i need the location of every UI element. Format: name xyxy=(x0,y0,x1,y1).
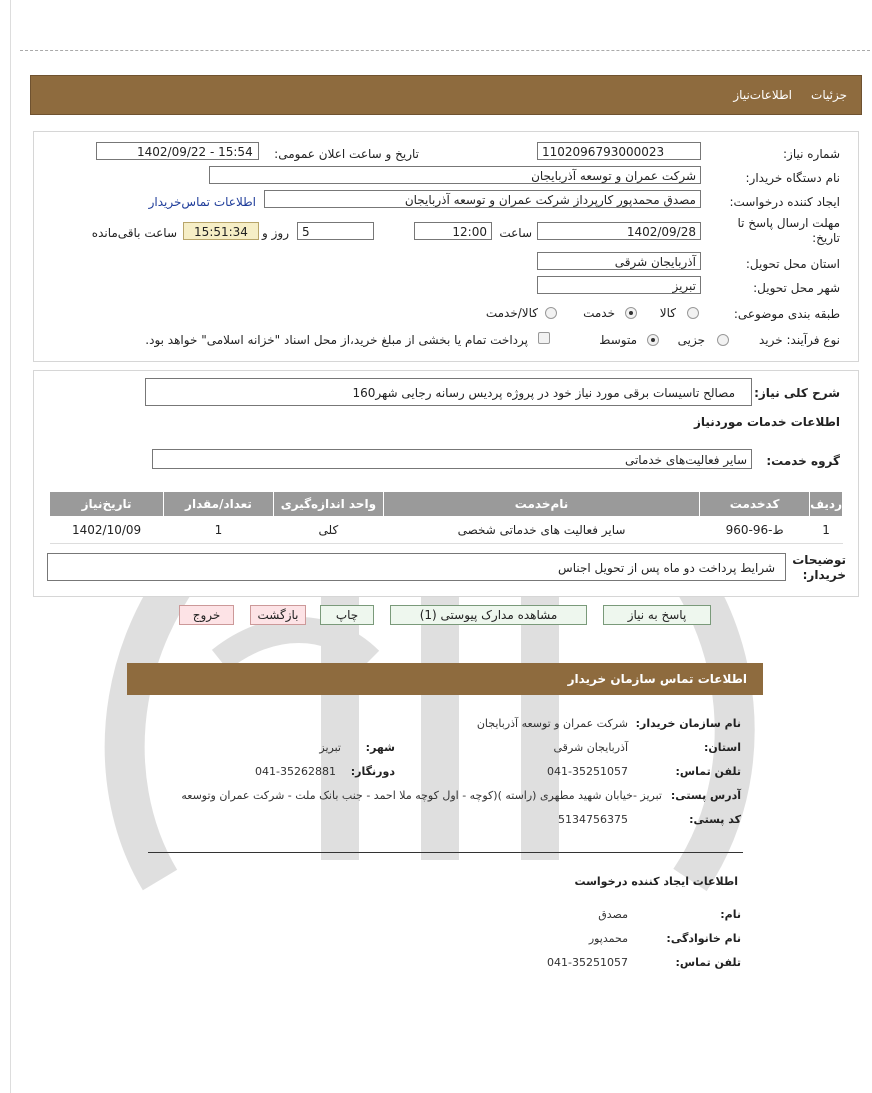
province-label: استان محل تحویل: xyxy=(745,257,840,271)
buyer-org-field: شرکت عمران و توسعه آذربایجان xyxy=(209,166,701,184)
col-row-number: ردیف xyxy=(810,492,843,517)
breadcrumb xyxy=(733,88,847,102)
contact-phone-value: 041-35251057 xyxy=(547,765,628,778)
deadline-time-label: ساعت xyxy=(499,226,532,240)
top-divider xyxy=(20,50,870,51)
category-goods-service-radio[interactable] xyxy=(545,307,557,319)
cell-need-date: 1402/10/09 xyxy=(50,517,164,544)
service-group-label: گروه خدمت: xyxy=(766,454,840,468)
buyer-org-label: نام دستگاه خریدار: xyxy=(745,171,840,185)
contact-city-value: تبریز xyxy=(319,741,341,754)
buyer-contact-link[interactable]: اطلاعات تماس‌خریدار xyxy=(148,195,256,209)
summary-field: مصالح تاسیسات برقی مورد نیاز خود در پروژه پردیس رسانه رجایی شهر160 xyxy=(145,378,752,406)
category-label: طبقه بندی موضوعی: xyxy=(733,307,840,321)
print-button[interactable]: چاپ xyxy=(320,605,374,625)
contact-title: اطلاعات تماس سازمان خریدار xyxy=(567,672,747,686)
contact-province-value: آذربایجان شرقی xyxy=(553,741,628,754)
creator-family-value: محمدپور xyxy=(588,932,628,945)
category-service-label: خدمت xyxy=(583,306,615,320)
view-documents-button[interactable]: مشاهده مدارک پیوستی (1) xyxy=(390,605,587,625)
service-group-field: سایر فعالیت‌های خدماتی xyxy=(152,449,752,469)
buyer-notes-label: توضیحات خریدار: xyxy=(792,553,846,582)
col-quantity: تعداد/مقدار xyxy=(164,492,274,517)
category-goods-radio[interactable] xyxy=(687,307,699,319)
process-label: نوع فرآیند: خرید xyxy=(759,333,840,347)
exit-button[interactable]: خروج xyxy=(179,605,234,625)
table-row xyxy=(50,517,843,544)
city-field: تبریز xyxy=(537,276,701,294)
contact-fax-value: 041-35262881 xyxy=(255,765,336,778)
announce-label: تاریخ و ساعت اعلان عمومی: xyxy=(274,147,419,161)
col-service-code: کدخدمت xyxy=(700,492,810,517)
category-service-radio[interactable] xyxy=(625,307,637,319)
cell-quantity: 1 xyxy=(164,517,274,544)
contact-divider xyxy=(148,852,743,853)
creator-name-value: مصدق xyxy=(598,908,628,921)
col-unit: واحد اندازه‌گیری xyxy=(273,492,383,517)
contact-org-label: نام سازمان خریدار: xyxy=(635,717,741,730)
back-button[interactable]: بازگشت xyxy=(250,605,306,625)
creator-title: اطلاعات ایجاد کننده درخواست xyxy=(574,875,738,888)
days-field: 5 xyxy=(297,222,374,240)
contact-postal-label: کد پستی: xyxy=(689,813,741,826)
creator-phone-label: تلفن تماس: xyxy=(675,956,741,969)
contact-postal-value: 5134756375 xyxy=(558,813,628,826)
process-medium-label: متوسط xyxy=(599,333,637,347)
breadcrumb-info[interactable]: اطلاعات‌نیاز xyxy=(733,88,792,102)
cell-service-name: سایر فعالیت های خدماتی شخصی xyxy=(383,517,699,544)
cell-row-number: 1 xyxy=(810,517,843,544)
category-goods-label: کالا xyxy=(659,306,676,320)
announce-field: 1402/09/22 - 15:54 xyxy=(96,142,259,160)
city-label: شهر محل تحویل: xyxy=(753,281,840,295)
col-service-name: نام‌خدمت xyxy=(383,492,699,517)
deadline-date-field: 1402/09/28 xyxy=(537,222,701,240)
process-partial-label: جزیی xyxy=(677,333,705,347)
contact-city-label: شهر: xyxy=(365,741,395,754)
requester-field: مصدق محمدپور کارپرداز شرکت عمران و توسعه آذربایجان xyxy=(264,190,701,208)
treasury-payment-checkbox[interactable] xyxy=(538,332,550,344)
creator-phone-value: 041-35251057 xyxy=(547,956,628,969)
contact-fax-label: دورنگار: xyxy=(350,765,395,778)
deadline-label: مهلت ارسال پاسخ تا تاریخ: xyxy=(737,216,840,245)
breadcrumb-details[interactable]: جزئیات xyxy=(811,88,847,102)
page-header xyxy=(30,75,862,115)
cell-service-code: ط-96-960 xyxy=(700,517,810,544)
cell-unit: کلی xyxy=(273,517,383,544)
days-label: روز و xyxy=(262,226,289,240)
reply-button[interactable]: پاسخ به نیاز xyxy=(603,605,711,625)
category-goods-service-label: کالا/خدمت xyxy=(485,306,538,320)
requester-label: ایجاد کننده درخواست: xyxy=(729,195,840,209)
treasury-payment-note: پرداخت تمام یا بخشی از مبلغ خرید،از محل اسناد "خزانه اسلامی" خواهد بود. xyxy=(145,333,528,347)
contact-org-value: شرکت عمران و توسعه آذربایجان xyxy=(476,717,628,730)
contact-phone-label: تلفن تماس: xyxy=(675,765,741,778)
contact-province-label: استان: xyxy=(704,741,741,754)
services-title: اطلاعات خدمات موردنیاز xyxy=(693,415,840,429)
left-border xyxy=(10,0,11,1093)
buyer-notes-field: شرایط پرداخت دو ماه پس از تحویل اجناس xyxy=(47,553,786,581)
remaining-timer: 15:51:34 xyxy=(183,222,259,240)
creator-family-label: نام خانوادگی: xyxy=(666,932,741,945)
remaining-label: ساعت باقی‌مانده xyxy=(91,226,177,240)
province-field: آذربایجان شرقی xyxy=(537,252,701,270)
summary-label: شرح کلی نیاز: xyxy=(754,386,840,400)
services-table xyxy=(49,491,843,544)
table-header-row xyxy=(50,492,843,517)
deadline-time-field: 12:00 xyxy=(414,222,492,240)
contact-address-label: آدرس پستی: xyxy=(670,789,741,802)
creator-name-label: نام: xyxy=(720,908,741,921)
need-number-field: 1102096793000023 xyxy=(537,142,701,160)
col-need-date: تاریخ‌نیاز xyxy=(50,492,164,517)
contact-header xyxy=(127,663,763,695)
need-number-label: شماره نیاز: xyxy=(783,147,840,161)
process-partial-radio[interactable] xyxy=(717,334,729,346)
process-medium-radio[interactable] xyxy=(647,334,659,346)
contact-address-value: تبریز -خیابان شهید مطهری (راسته )(کوچه - اول کوچه ملا احمد - جنب بانک ملت - شرکت عمران وتوسعه xyxy=(181,789,662,802)
